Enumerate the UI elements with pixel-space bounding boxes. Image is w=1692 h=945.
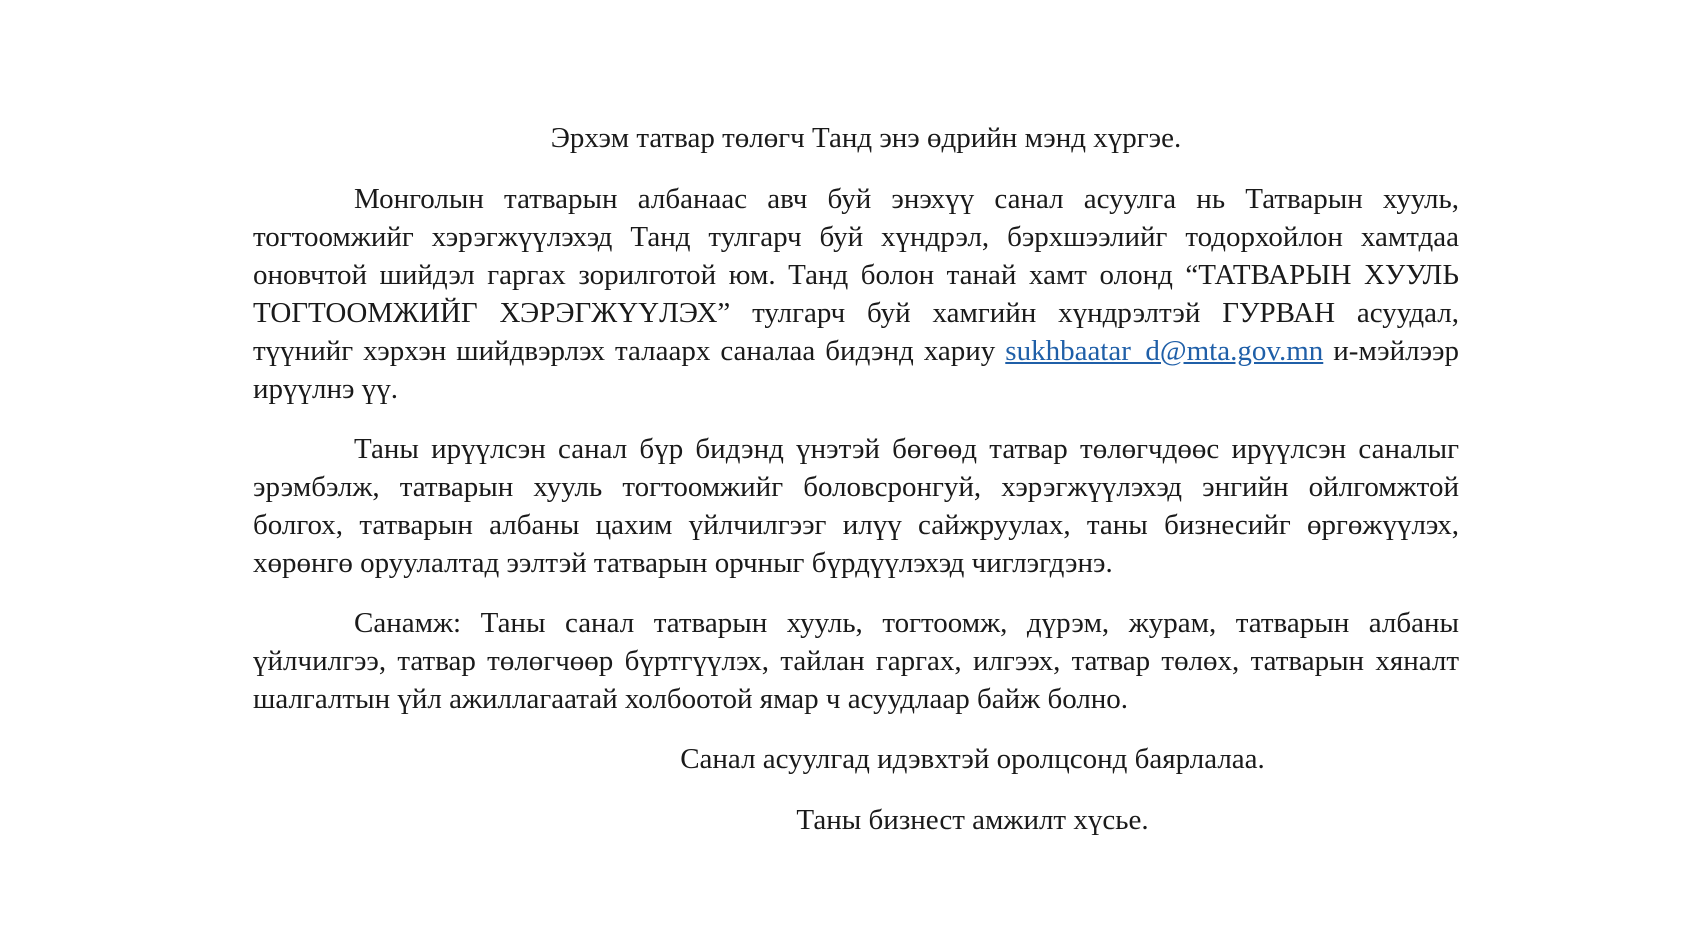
- closing-wish: Таны бизнест амжилт хүсье.: [796, 804, 1149, 836]
- thanks-line: Санал асуулгад идэвхтэй оролцсонд баярлалаа.: [680, 743, 1265, 775]
- paragraph-survey-intro-tail: и-мэйлээр ирүүлнэ үү.: [253, 335, 1459, 405]
- paragraph-survey-intro: [253, 180, 1459, 408]
- paragraph-note: Санамж: Таны санал татварын хууль, тогтоомж, дүрэм, журам, татварын албаны үйлчилгээ, татвар төлөгчөөр бүртгүүлэх, тайлан гаргах, илгээх, татвар төлөх, татварын хяналт шалгалтын үйл ажиллагаатай холбоотой ямар ч асуудлаар байж болно.: [253, 607, 1459, 715]
- email-link[interactable]: sukhbaatar_d@mta.gov.mn: [1005, 335, 1324, 367]
- paragraph-feedback-value: Таны ирүүлсэн санал бүр бидэнд үнэтэй бөгөөд татвар төлөгчдөөс ирүүлсэн саналыг эрэмбэлж, татварын хууль тогтоомжийг боловсронгуй, хэрэгжүүлэхэд энгийн ойлгомжтой болгох, татварын албаны цахим үйлчилгээг илүү сайжруулах, таны бизнесийг өргөжүүлэх, хөрөнгө оруулалтад ээлтэй татварын орчныг бүрдүүлэхэд чиглэгдэнэ.: [253, 433, 1459, 579]
- greeting-line: Эрхэм татвар төлөгч Танд энэ өдрийн мэнд хүргэе.: [550, 122, 1182, 154]
- letter-body: [253, 119, 1459, 839]
- paragraph-survey-intro-text: Монголын татварын албанаас авч буй энэхүү санал асуулга нь Татварын хууль, тогтоомжийг хэрэгжүүлэхэд Танд тулгарч буй хүндрэл, бэрхшээлийг тодорхойлон хамтдаа оновчтой шийдэл гаргах зорилготой юм. Танд болон танай хамт олонд “ТАТВАРЫН ХУУЛЬ ТОГТООМЖИЙГ ХЭРЭГЖҮҮЛЭХ” тулгарч буй хамгийн хүндрэлтэй ГУРВАН асуудал, түүнийг хэрхэн шийдвэрлэх талаарх саналаа бидэнд хариу: [253, 183, 1459, 367]
